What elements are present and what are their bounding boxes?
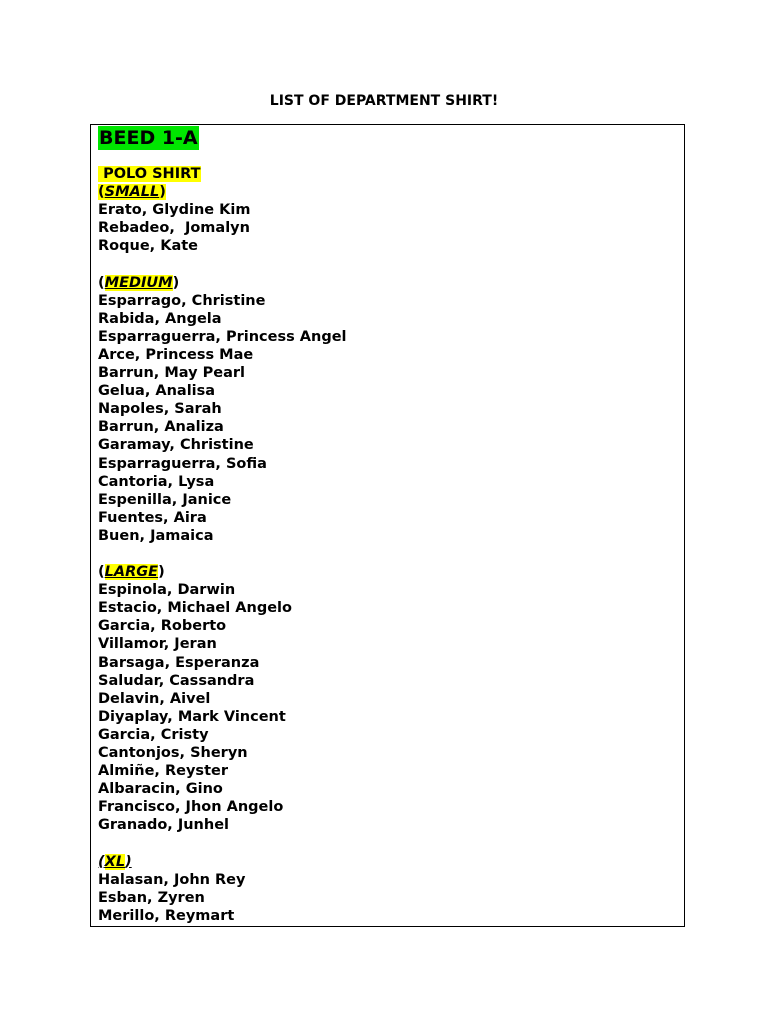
shirt-type-label: POLO SHIRT (98, 166, 201, 182)
document-title: LIST OF DEPARTMENT SHIRT! (269, 93, 499, 109)
list-item: Fuentes, Aira (98, 509, 207, 526)
list-item: Merillo, Reymart (98, 907, 235, 924)
list-item: Rebadeo, Jomalyn (98, 220, 250, 237)
size-label: LARGE (104, 564, 159, 581)
list-item: Garcia, Cristy (98, 726, 209, 743)
size-heading-xl (98, 853, 684, 871)
list-item: Arce, Princess Mae (98, 346, 254, 363)
list-item: Granado, Junhel (98, 817, 230, 834)
list-item: Garamay, Christine (98, 437, 254, 454)
section-title: BEED 1-A (99, 127, 198, 149)
list-item: Delavin, Aivel (98, 690, 211, 707)
list-item: Rabida, Angela (98, 310, 222, 327)
list-item: Cantonjos, Sheryn (98, 745, 248, 761)
size-heading-small: (SMALL) (98, 184, 166, 201)
size-label: XL (104, 853, 126, 870)
size-heading-medium: (MEDIUM) (98, 274, 180, 291)
list-item: Almiñe, Reyster (98, 763, 228, 780)
size-label: MEDIUM (104, 274, 173, 291)
list-item: Halasan, John Rey (98, 871, 246, 888)
size-label-wrap: (XL) (98, 853, 132, 870)
list-item: Esparrago, Christine (98, 292, 266, 309)
list-item: Esparraguerra, Sofia (98, 455, 267, 472)
list-item: Albaracin, Gino (98, 781, 223, 798)
list-item: Erato, Glydine Kim (98, 202, 251, 219)
list-item: Barrun, Analiza (98, 419, 224, 436)
list-item: Espenilla, Janice (98, 491, 232, 508)
list-item: Esban, Zyren (98, 889, 205, 906)
shirt-type-heading (98, 165, 684, 183)
list-item: Buen, Jamaica (98, 527, 214, 544)
list-item: Diyaplay, Mark Vincent (98, 708, 286, 725)
size-label: SMALL (104, 184, 160, 201)
list-item: Esparraguerra, Princess Angel (98, 328, 347, 345)
list-item: Napoles, Sarah (98, 401, 222, 418)
list-item: Francisco, Jhon Angelo (98, 799, 284, 816)
list-item: Saludar, Cassandra (98, 672, 255, 689)
list-item: Espinola, Darwin (98, 582, 236, 599)
list-item: Roque, Kate (98, 238, 199, 255)
list-item: Villamor, Jeran (98, 636, 217, 653)
list-item: Barsaga, Esperanza (98, 654, 260, 671)
list-item: Garcia, Roberto (98, 618, 227, 635)
list-item: Cantoria, Lysa (98, 473, 215, 490)
size-heading-large: (LARGE) (98, 564, 165, 581)
list-item: Barrun, May Pearl (98, 365, 245, 382)
list-item: Estacio, Michael Angelo (98, 600, 292, 617)
list-item: Gelua, Analisa (98, 383, 216, 400)
shirt-list-box (90, 124, 685, 927)
